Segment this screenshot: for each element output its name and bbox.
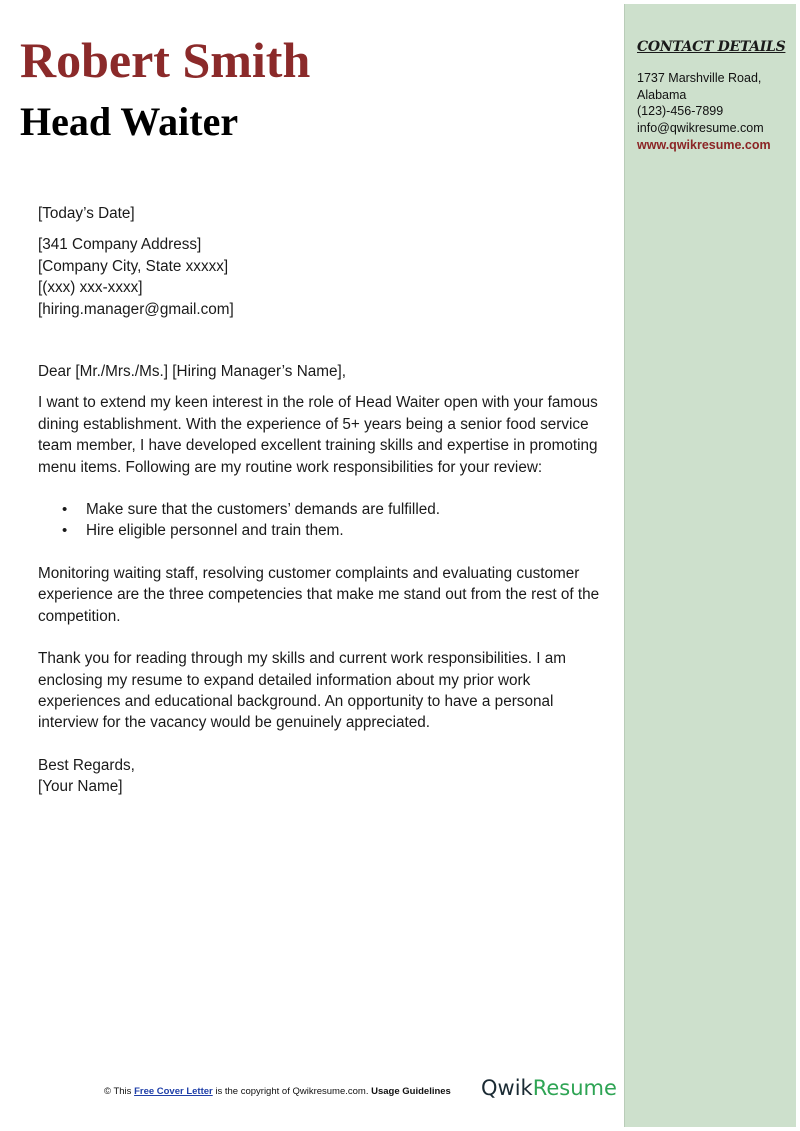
contact-heading: CONTACT DETAILS bbox=[637, 39, 786, 55]
list-item: • Hire eligible personnel and train them. bbox=[86, 520, 606, 541]
contact-address-line1: 1737 Marshville Road, bbox=[637, 71, 762, 85]
free-cover-letter-link[interactable]: Free Cover Letter bbox=[134, 1086, 213, 1097]
recipient-line: [(xxx) xxx-xxxx] bbox=[38, 279, 143, 297]
qwikresume-logo[interactable] bbox=[481, 1076, 617, 1100]
contact-address-line2: Alabama bbox=[637, 87, 687, 102]
contact-sidebar bbox=[624, 4, 796, 1127]
brand-part2: Resume bbox=[532, 1076, 617, 1100]
contact-email[interactable]: info@qwikresume.com bbox=[637, 121, 764, 136]
copyright-icon: © bbox=[104, 1086, 111, 1097]
contact-lines bbox=[637, 70, 771, 154]
body-paragraph-2: Thank you for reading through my skills and current work responsibilities. I am enclosing my resume to expand detailed information about my prior work experiences and educational background. An opportunity to have a personal interview for the vacancy would be genuinely appreciated. bbox=[38, 650, 566, 732]
applicant-name: Robert Smith bbox=[20, 32, 311, 88]
salutation: Dear [Mr./Mrs./Ms.] [Hiring Manager’s Name], bbox=[38, 363, 346, 381]
letter-body bbox=[38, 203, 606, 798]
closing: Best Regards, bbox=[38, 756, 135, 774]
usage-guidelines-link[interactable]: Usage Guidelines bbox=[371, 1086, 451, 1097]
footer-middle: is the copyright of Qwikresume.com. bbox=[215, 1086, 369, 1097]
signature: [Your Name] bbox=[38, 778, 123, 796]
intro-paragraph: I want to extend my keen interest in the role of Head Waiter open with your famous dining establishment. With the experience of 5+ years being a senior food service team member, I have developed excellent training skills and expertise in promoting menu items. Following are my routine work responsibilities for your review: bbox=[38, 394, 598, 476]
responsibility-list bbox=[38, 499, 606, 542]
recipient-line: [Company City, State xxxxx] bbox=[38, 257, 229, 275]
brand-part1: Qwik bbox=[481, 1076, 533, 1100]
recipient-line: [hiring.manager@gmail.com] bbox=[38, 300, 234, 318]
copyright-footer bbox=[104, 1086, 451, 1097]
job-title: Head Waiter bbox=[20, 99, 239, 144]
letter-date: [Today’s Date] bbox=[38, 205, 135, 222]
recipient-line: [341 Company Address] bbox=[38, 236, 202, 254]
contact-website[interactable]: www.qwikresume.com bbox=[637, 137, 771, 152]
body-paragraph-1: Monitoring waiting staff, resolving customer complaints and evaluating customer experience are the three competencies that make me stand out from the rest of the competition. bbox=[38, 564, 600, 625]
recipient-address bbox=[38, 234, 606, 320]
footer-prefix: This bbox=[113, 1086, 132, 1097]
contact-phone: (123)-456-7899 bbox=[637, 104, 724, 119]
list-item: • Make sure that the customers’ demands are fulfilled. bbox=[86, 499, 606, 520]
